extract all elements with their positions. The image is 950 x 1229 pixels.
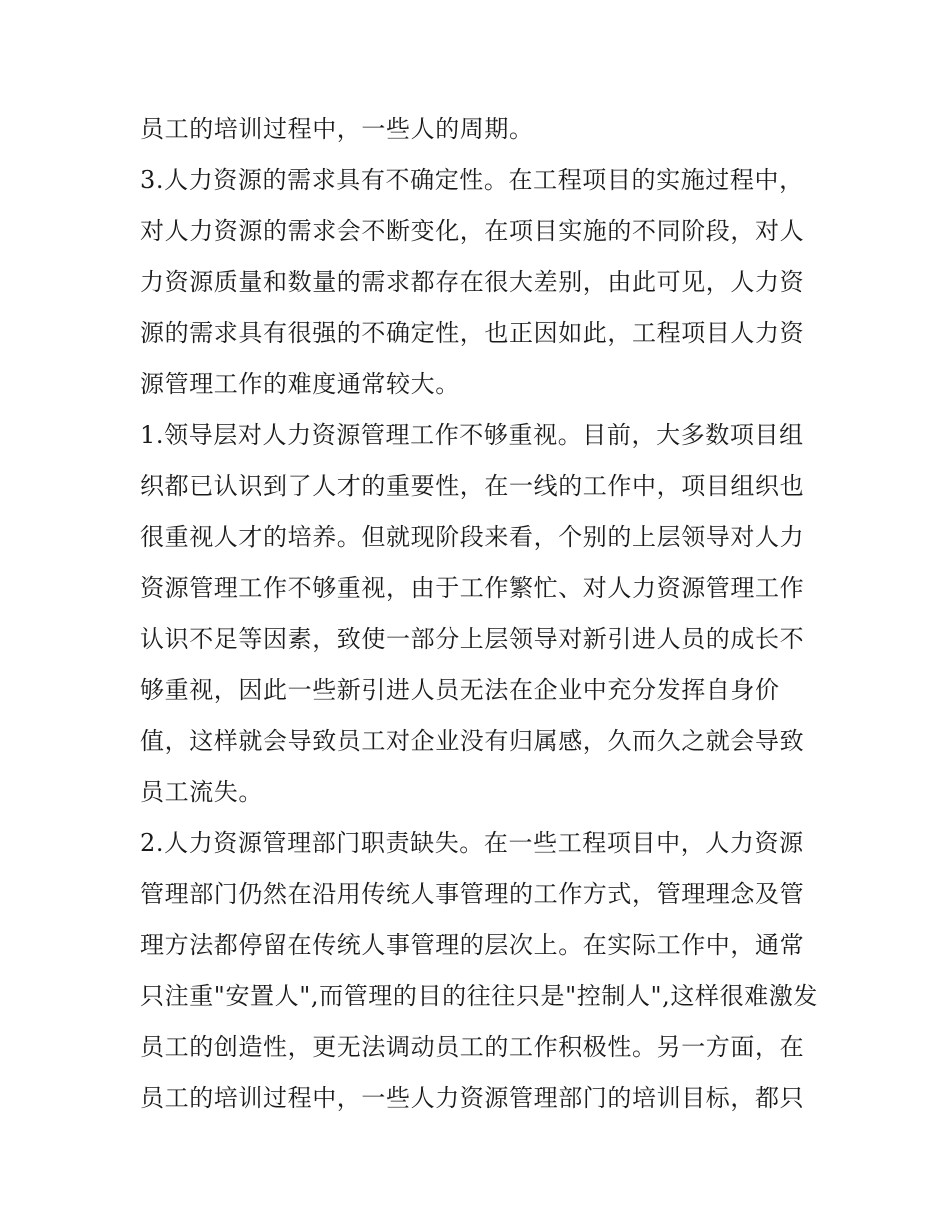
- text-line: 值，这样就会导致员工对企业没有归属感，久而久之就会导致: [140, 727, 805, 755]
- text-line: 只注重"安置人",而管理的目的往往只是"控制人",这样很难激发: [140, 982, 819, 1010]
- text-line: 员工的创造性，更无法调动员工的工作积极性。另一方面，在: [140, 1033, 805, 1061]
- text-line: 2.人力资源管理部门职责缺失。在一些工程项目中，人力资源: [140, 829, 804, 857]
- text-line: 管理部门仍然在沿用传统人事管理的工作方式，管理理念及管: [140, 880, 805, 908]
- text-line: 很重视人才的培养。但就现阶段来看，个别的上层领导对人力: [140, 523, 805, 551]
- text-line: 够重视，因此一些新引进人员无法在企业中充分发挥自身价: [140, 676, 780, 704]
- text-line: 3.人力资源的需求具有不确定性。在工程项目的实施过程中，: [140, 166, 804, 194]
- text-line: 织都已认识到了人才的重要性，在一线的工作中，项目组织也: [140, 472, 805, 500]
- text-line: 资源管理工作不够重视，由于工作繁忙、对人力资源管理工作: [140, 574, 805, 602]
- text-line: 员工流失。: [140, 778, 263, 806]
- text-line: 员工的培训过程中，一些人的周期。: [140, 115, 534, 143]
- text-line: 认识不足等因素，致使一部分上层领导对新引进人员的成长不: [140, 625, 805, 653]
- text-line: 对人力资源的需求会不断变化，在项目实施的不同阶段，对人: [140, 217, 805, 245]
- text-line: 源管理工作的难度通常较大。: [140, 370, 460, 398]
- text-line: 理方法都停留在传统人事管理的层次上。在实际工作中，通常: [140, 931, 805, 959]
- text-line: 源的需求具有很强的不确定性，也正因如此，工程项目人力资: [140, 319, 805, 347]
- text-line: 力资源质量和数量的需求都存在很大差别，由此可见，人力资: [140, 268, 805, 296]
- text-line: 员工的培训过程中，一些人力资源管理部门的培训目标，都只: [140, 1084, 805, 1112]
- text-line: 1.领导层对人力资源管理工作不够重视。目前，大多数项目组: [140, 421, 804, 449]
